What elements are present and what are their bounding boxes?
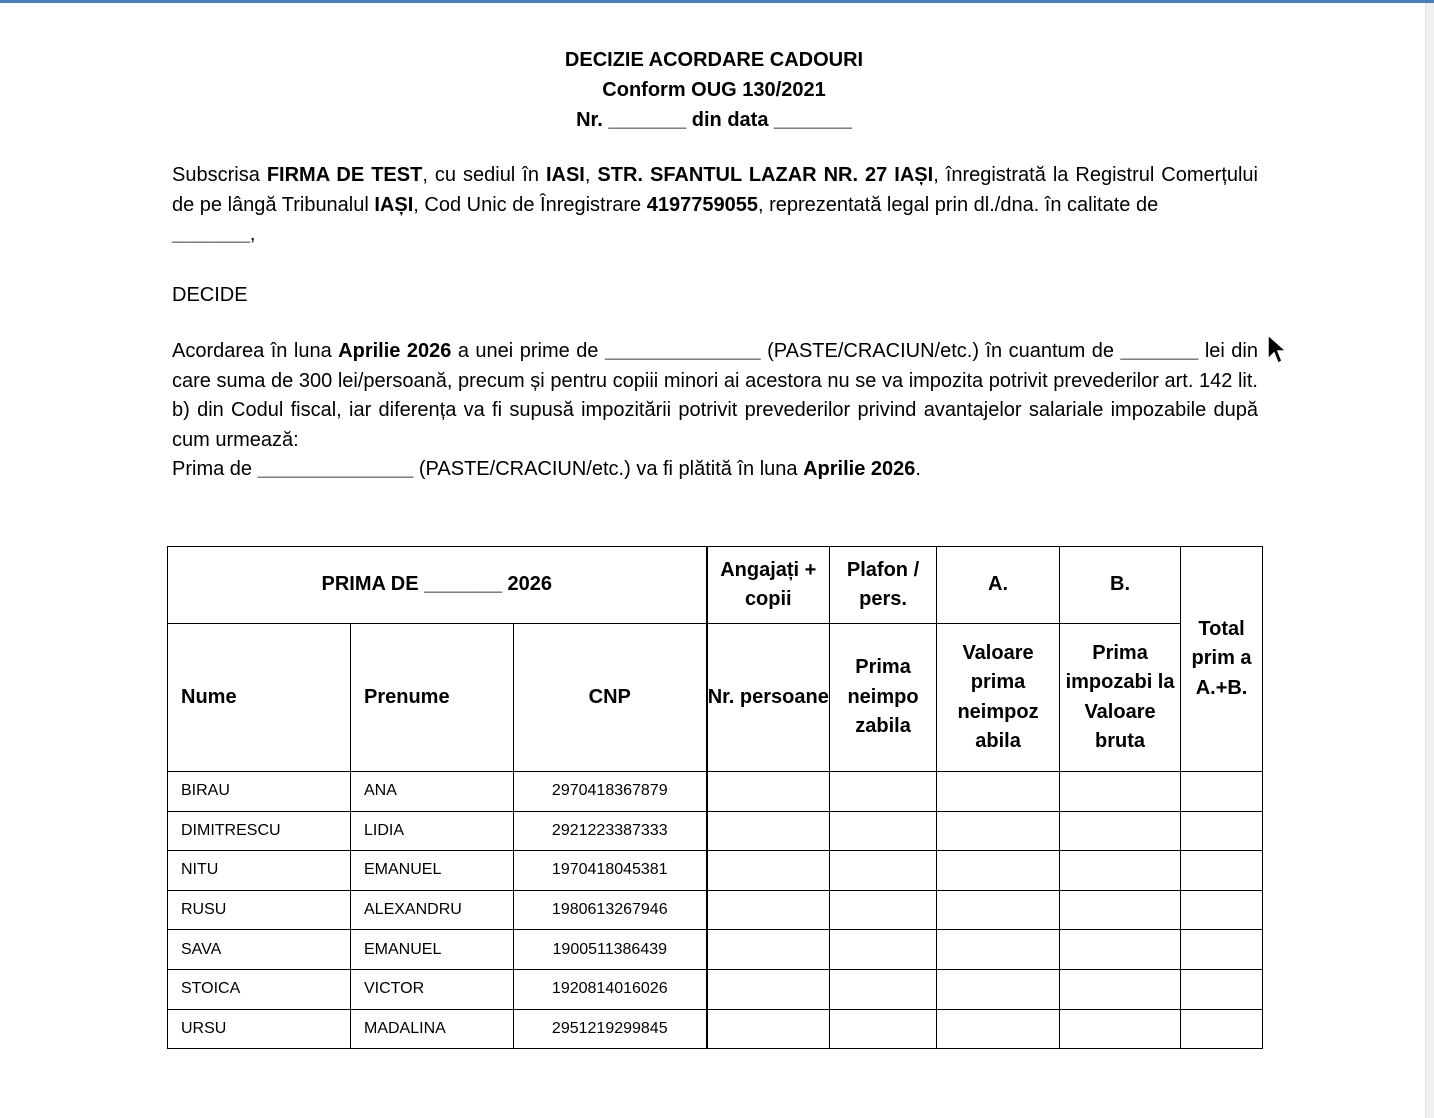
firm-name: FIRMA DE TEST	[266, 164, 423, 186]
intro-text: Subscrisa	[172, 164, 267, 186]
cell-nume: BIRAU	[168, 772, 351, 812]
cell-empty	[830, 1009, 937, 1049]
vertical-scrollbar[interactable]	[1425, 3, 1434, 1118]
body-text: Acordarea în luna	[172, 340, 339, 362]
header-total: Total prim a A.+B.	[1181, 547, 1263, 772]
cell-empty	[937, 890, 1060, 930]
cell-nume: DIMITRESCU	[168, 811, 351, 851]
cell-empty	[707, 1009, 830, 1049]
table-row	[168, 851, 1263, 891]
cell-empty	[1060, 930, 1181, 970]
body-text: Prima de	[172, 458, 258, 480]
cell-empty	[830, 890, 937, 930]
cell-cnp: 2970418367879	[514, 772, 707, 812]
column-cnp: CNP	[514, 624, 707, 772]
cell-empty	[1181, 772, 1263, 812]
intro-text: , înregistrată la Registrul Comerțului de pe lângă Tribunalul	[172, 164, 1259, 216]
header-prima-de: PRIMA DE _______ 2026	[168, 547, 707, 624]
header-angajati: Angajați + copii	[707, 547, 830, 624]
body-text: a unei prime de	[451, 340, 605, 362]
din-data-label: din data	[691, 109, 769, 131]
cell-nume: NITU	[168, 851, 351, 891]
cell-prenume: EMANUEL	[351, 851, 514, 891]
cell-prenume: ANA	[351, 772, 514, 812]
intro-text: ,	[249, 223, 256, 245]
cell-cnp: 2921223387333	[514, 811, 707, 851]
cell-empty	[830, 930, 937, 970]
body-blank: ______________	[257, 458, 414, 480]
cell-nume: STOICA	[168, 969, 351, 1009]
cell-cnp: 1920814016026	[514, 969, 707, 1009]
mouse-cursor-icon	[1266, 333, 1288, 367]
cell-empty	[707, 851, 830, 891]
table-row	[168, 890, 1263, 930]
role-blank: _______	[172, 223, 250, 245]
body-month: Aprilie 2026	[803, 458, 916, 480]
cell-empty	[707, 772, 830, 812]
column-prima-neimpozabila: Prima neimpo zabila	[830, 624, 937, 772]
body-blank: _______	[1120, 340, 1199, 362]
column-prima-impozabila: Prima impozabi la Valoare bruta	[1060, 624, 1181, 772]
table-row	[168, 930, 1263, 970]
cell-cnp: 1980613267946	[514, 890, 707, 930]
bonus-table	[167, 546, 1263, 1049]
cell-empty	[830, 811, 937, 851]
intro-text: , reprezentată legal prin dl./dna. în calitate de	[757, 193, 1159, 216]
cell-empty	[1060, 1009, 1181, 1049]
table-row	[168, 811, 1263, 851]
cell-empty	[1181, 969, 1263, 1009]
firm-address: STR. SFANTUL LAZAR NR. 27 IAȘI	[597, 164, 934, 186]
column-valoare-neimpozabila: Valoare prima neimpoz abila	[937, 624, 1060, 772]
cell-empty	[1181, 930, 1263, 970]
cell-empty	[937, 1009, 1060, 1049]
title-line-1: DECIZIE ACORDARE CADOURI	[564, 49, 864, 71]
cell-empty	[1181, 811, 1263, 851]
cell-prenume: LIDIA	[351, 811, 514, 851]
body-text: lei din care suma de 300 lei/persoană, precum și pentru copiii minori ai acestora nu se va impozita potrivit prevederilor art. 142 lit. b) din Codul fiscal, iar diferența va fi supusă impozitării potrivit prevederilor privind avantajelor salariale impozabile după cum urmează:	[172, 340, 1258, 451]
header-b: B.	[1060, 547, 1181, 624]
body-text: (PASTE/CRACIUN/etc.) va fi plătită în luna	[413, 458, 804, 480]
intro-paragraph	[172, 161, 1258, 250]
cell-empty	[937, 811, 1060, 851]
cell-empty	[830, 851, 937, 891]
cell-cnp: 1900511386439	[514, 930, 707, 970]
body-month: Aprilie 2026	[338, 340, 452, 362]
column-prenume: Prenume	[351, 624, 514, 772]
cell-empty	[830, 969, 937, 1009]
column-nr-persoane: Nr. persoane	[707, 624, 830, 772]
cell-empty	[707, 890, 830, 930]
cell-prenume: EMANUEL	[351, 930, 514, 970]
cell-empty	[1181, 890, 1263, 930]
cell-empty	[1060, 890, 1181, 930]
header-a: A.	[937, 547, 1060, 624]
cell-empty	[1060, 811, 1181, 851]
cell-prenume: MADALINA	[351, 1009, 514, 1049]
cell-empty	[707, 969, 830, 1009]
cell-prenume: VICTOR	[351, 969, 514, 1009]
column-nume: Nume	[168, 624, 351, 772]
table-row	[168, 1009, 1263, 1049]
body-text: (PASTE/CRACIUN/etc.) în cuantum de	[760, 340, 1121, 362]
intro-text: ,	[584, 164, 598, 186]
cell-empty	[707, 811, 830, 851]
table-row	[168, 772, 1263, 812]
cell-cnp: 1970418045381	[514, 851, 707, 891]
cell-empty	[937, 772, 1060, 812]
cell-cnp: 2951219299845	[514, 1009, 707, 1049]
table-row	[168, 969, 1263, 1009]
cell-nume: SAVA	[168, 930, 351, 970]
cell-nume: URSU	[168, 1009, 351, 1049]
firm-city: IASI	[545, 164, 585, 186]
nr-label: Nr.	[576, 109, 603, 131]
cell-prenume: ALEXANDRU	[351, 890, 514, 930]
cell-empty	[937, 969, 1060, 1009]
tribunal-city: IAȘI	[374, 193, 414, 216]
title-line-2: Conform OUG 130/2021	[602, 79, 826, 101]
nr-blank: _______	[608, 109, 687, 131]
intro-text: , Cod Unic de Înregistrare	[413, 193, 647, 216]
title-line-3	[414, 105, 1014, 135]
cui-number: 4197759055	[646, 193, 758, 216]
document-title	[414, 45, 1014, 135]
document-page	[0, 3, 1425, 1118]
intro-text: , cu sediul în	[422, 164, 546, 186]
cell-nume: RUSU	[168, 890, 351, 930]
cell-empty	[1181, 851, 1263, 891]
decide-heading: DECIDE	[172, 284, 248, 306]
cell-empty	[707, 930, 830, 970]
body-paragraph	[172, 337, 1258, 485]
cell-empty	[830, 772, 937, 812]
body-text: .	[915, 458, 921, 480]
cell-empty	[1060, 772, 1181, 812]
cell-empty	[937, 930, 1060, 970]
header-plafon: Plafon / pers.	[830, 547, 937, 624]
cell-empty	[1060, 851, 1181, 891]
body-blank: ______________	[604, 340, 761, 362]
cell-empty	[937, 851, 1060, 891]
date-blank: _______	[774, 109, 852, 131]
cell-empty	[1060, 969, 1181, 1009]
cell-empty	[1181, 1009, 1263, 1049]
